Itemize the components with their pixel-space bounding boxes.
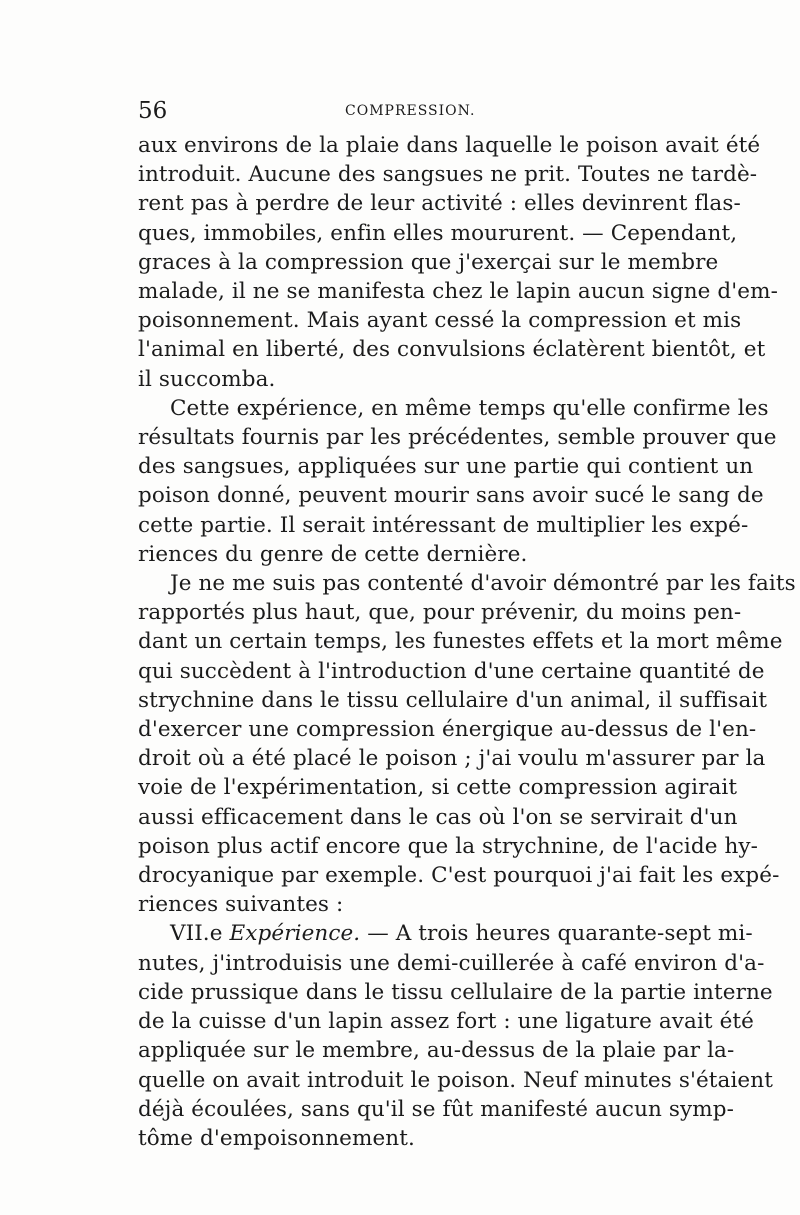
text-line: riences du genre de cette dernière. xyxy=(138,541,528,567)
text-line: déjà écoulées, sans qu'il se fût manifesté aucun symp- xyxy=(138,1096,734,1122)
text-line: l'animal en liberté, des convulsions éclatèrent bientôt, et xyxy=(138,337,766,363)
paragraph-continuation xyxy=(138,131,778,394)
body-text xyxy=(138,131,796,1153)
text-line: aux environs de la plaie dans laquelle le poison avait été xyxy=(138,133,761,158)
paragraph-experiment-vii xyxy=(138,919,773,1153)
experiment-title: Expérience. xyxy=(229,921,361,947)
text-line: aussi efficacement dans le cas où l'on se servirait d'un xyxy=(138,804,738,830)
text-line: riences suivantes : xyxy=(138,892,344,918)
text-line: il succomba. xyxy=(138,366,276,392)
text-line: résultats fournis par les précédentes, semble prouver que xyxy=(138,425,777,451)
text-line: qui succèdent à l'introduction d'une certaine quantité de xyxy=(138,658,765,684)
text-line: des sangsues, appliquées sur une partie qui contient un xyxy=(138,454,754,480)
text-line: drocyanique par exemple. C'est pourquoi j'ai fait les expé- xyxy=(138,863,780,889)
text-line: malade, il ne se manifesta chez le lapin aucun signe d'em- xyxy=(138,279,778,305)
text-line: droit où a été placé le poison ; j'ai voulu m'assurer par la xyxy=(138,746,766,772)
text-line: graces à la compression que j'exerçai sur le membre xyxy=(138,249,719,275)
text-line: quelle on avait introduit le poison. Neuf minutes s'étaient xyxy=(138,1067,773,1093)
text-line: strychnine dans le tissu cellulaire d'un animal, il suffisait xyxy=(138,687,768,713)
text-line: ques, immobiles, enfin elles moururent. — Cependant, xyxy=(138,220,738,246)
text-line: poisonnement. Mais ayant cessé la compression et mis xyxy=(138,308,742,334)
text-line: Cette expérience, en même temps qu'elle confirme les xyxy=(170,395,769,421)
text-line: tôme d'empoisonnement. xyxy=(138,1125,415,1151)
text-line: — A trois heures quarante-sept mi- xyxy=(367,921,753,947)
text-line: rapportés plus haut, que, pour prévenir, du moins pen- xyxy=(138,600,742,626)
paragraph-experience-results xyxy=(138,394,777,569)
experiment-number: VII.e xyxy=(170,921,223,947)
page-header xyxy=(138,96,668,126)
text-line: poison donné, peuvent mourir sans avoir sucé le sang de xyxy=(138,483,764,509)
running-head: COMPRESSION. xyxy=(345,103,476,119)
experiment-heading-line xyxy=(138,919,753,948)
text-line: poison plus actif encore que la strychnine, de l'acide hy- xyxy=(138,833,759,859)
text-line: voie de l'expérimentation, si cette compression agirait xyxy=(138,775,738,801)
text-line: Je ne me suis pas contenté d'avoir démontré par les faits xyxy=(170,571,796,597)
text-line: appliquée sur le membre, au-dessus de la plaie par la- xyxy=(138,1038,735,1064)
text-line: cette partie. Il serait intéressant de multiplier les expé- xyxy=(138,512,749,538)
text-line: nutes, j'introduisis une demi-cuillerée à café environ d'a- xyxy=(138,950,765,976)
page-number: 56 xyxy=(138,98,168,124)
text-line: dant un certain temps, les funestes effets et la mort même xyxy=(138,629,783,655)
text-line: d'exercer une compression énergique au-dessus de l'en- xyxy=(138,717,757,743)
text-line: cide prussique dans le tissu cellulaire de la partie interne xyxy=(138,979,773,1005)
text-line: de la cuisse d'un lapin assez fort : une ligature avait été xyxy=(138,1009,754,1035)
paragraph-compression-argument xyxy=(138,569,796,919)
text-line: rent pas à perdre de leur activité : elles devinrent flas- xyxy=(138,191,741,217)
text-line: introduit. Aucune des sangsues ne prit. Toutes ne tardè- xyxy=(138,162,758,188)
